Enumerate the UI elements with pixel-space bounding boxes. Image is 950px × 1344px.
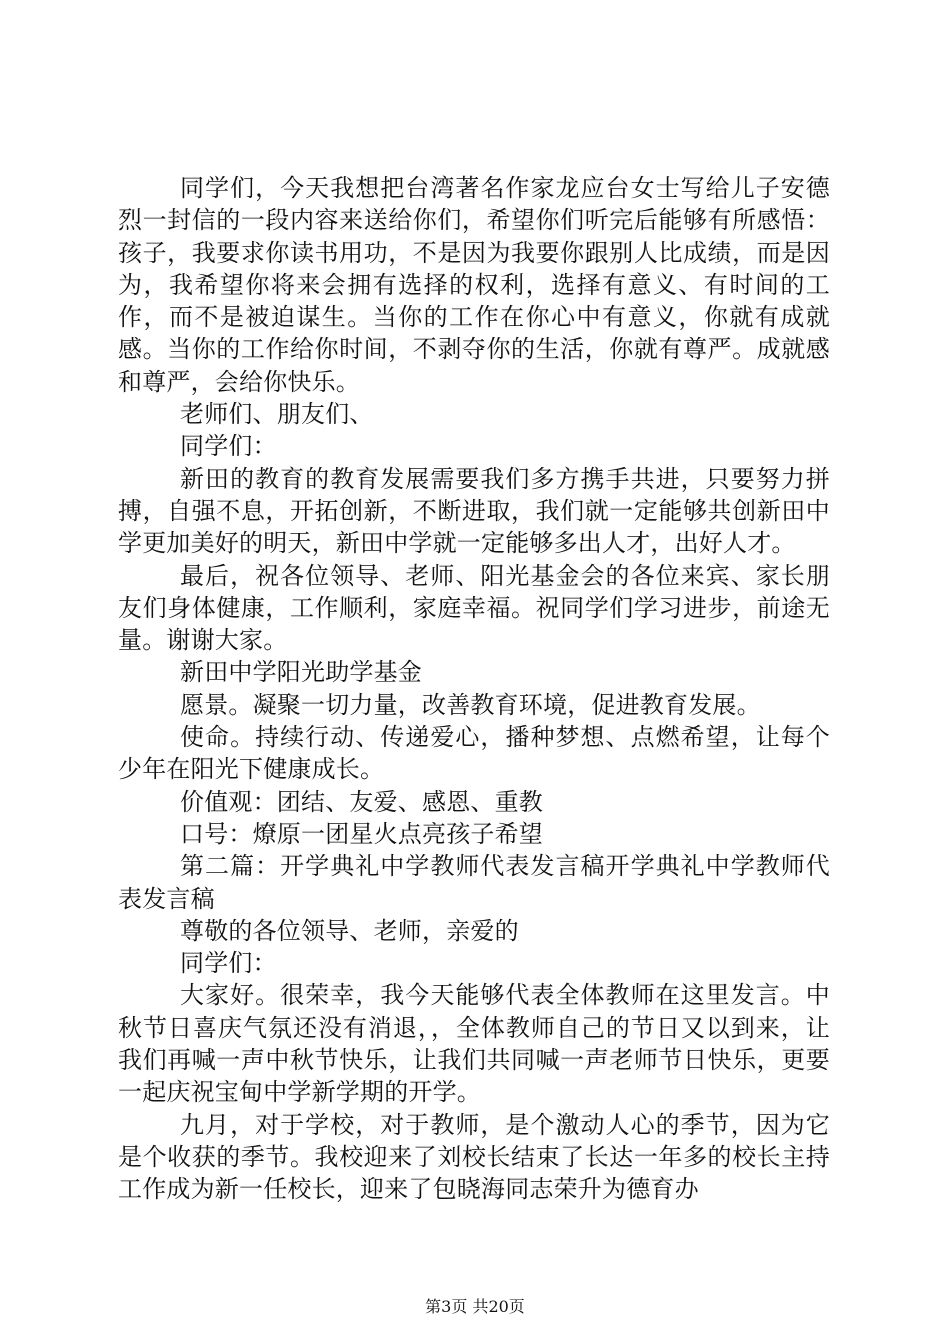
paragraph: 新田中学阳光助学基金 — [180, 658, 422, 687]
paragraph: 价值观：团结、友爱、感恩、重教 — [180, 787, 543, 816]
paragraph: 同学们： — [180, 432, 277, 461]
paragraph: 第二篇：开学典礼中学教师代表发言稿开学典礼中学教师代表发言稿 — [118, 852, 830, 913]
document-body — [118, 172, 830, 1206]
page-number-footer: 第3页 共20页 — [425, 1297, 525, 1316]
paragraph: 同学们，今天我想把台湾著名作家龙应台女士写给儿子安德烈一封信的一段内容来送给你们，希望你们听完后能够有所感悟：孩子，我要求你读书用功，不是因为我要你跟别人比成绩，而是因为，我希望你将来会拥有选择的权利，选择有意义、有时间的工作，而不是被迫谋生。当你的工作在你心中有意义，你就有成就感。当你的工作给你时间，不剥夺你的生活，你就有尊严。成就感和尊严，会给你快乐。 — [118, 174, 830, 396]
paragraph: 愿景。凝聚一切力量，改善教育环境，促进教育发展。 — [180, 690, 761, 719]
paragraph: 同学们： — [180, 949, 277, 978]
paragraph: 老师们、朋友们、 — [180, 400, 374, 429]
paragraph: 大家好。很荣幸，我今天能够代表全体教师在这里发言。中秋节日喜庆气氛还没有消退，，全体教师自己的节日又以到来，让我们再喊一声中秋节快乐，让我们共同喊一声老师节日快乐，更要一起庆祝宝甸中学新学期的开学。 — [118, 981, 830, 1107]
paragraph: 最后，祝各位领导、老师、阳光基金会的各位来宾、家长朋友们身体健康，工作顺利，家庭幸福。祝同学们学习进步，前途无量。谢谢大家。 — [118, 561, 830, 655]
paragraph: 使命。持续行动、传递爱心，播种梦想、点燃希望，让每个少年在阳光下健康成长。 — [118, 723, 830, 784]
paragraph: 新田的教育的教育发展需要我们多方携手共进，只要努力拼搏，自强不息，开拓创新，不断进取，我们就一定能够共创新田中学更加美好的明天，新田中学就一定能够多出人才，出好人才。 — [118, 464, 830, 558]
paragraph: 口号：燎原一团星火点亮孩子希望 — [180, 819, 543, 848]
paragraph: 尊敬的各位领导、老师，亲爱的 — [180, 916, 519, 945]
paragraph: 九月，对于学校，对于教师，是个激动人心的季节，因为它是个收获的季节。我校迎来了刘校长结束了长达一年多的校长主持工作成为新一任校长，迎来了包晓海同志荣升为德育办 — [118, 1110, 830, 1204]
